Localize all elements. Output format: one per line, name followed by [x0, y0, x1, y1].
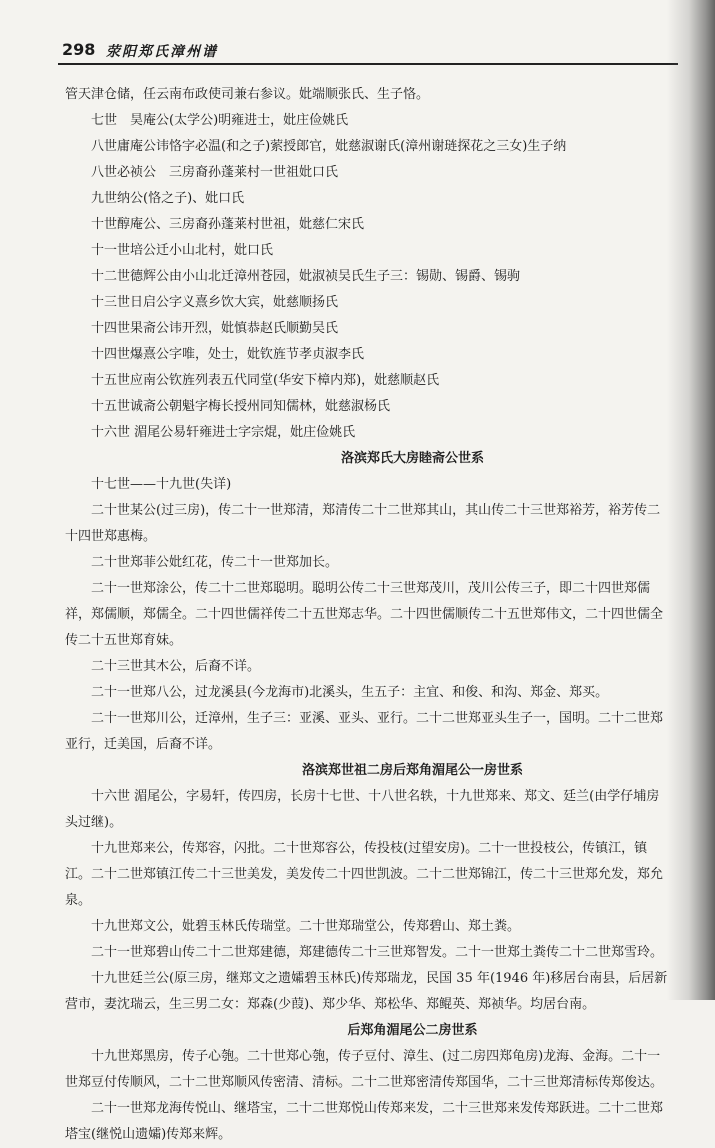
text-line: 八世庸庵公讳恪字必温(和之子)萦授郎官，妣慈淑谢氏(漳州谢琏探花之三女)生子纳	[91, 139, 567, 154]
text-line: 管天津仓储，任云南布政使司兼右参议。妣端顺张氏、生子恪。	[65, 87, 430, 102]
page-number: 298	[62, 40, 96, 59]
page-body	[65, 82, 700, 1148]
text-line: 传二十五世郑育妹。	[65, 633, 183, 648]
section-heading: 洛滨郑世祖二房后郑角湄尾公一房世系	[301, 763, 523, 778]
text-line: 二十一世郑川公，迁漳州，生子三：亚溪、亚头、亚行。二十二世郑亚头生子一，国明。二十二世郑	[91, 711, 664, 726]
text-line: 十四世果斋公讳开烈，妣慎恭赵氏顺勤吴氏	[91, 321, 339, 336]
page-header	[62, 40, 662, 62]
text-line: 八世必祯公 三房裔孙蓬莱村一世祖妣口氏	[91, 165, 339, 180]
text-line: 七世 昊庵公(太学公)明雍进士，妣庄俭姚氏	[91, 113, 349, 128]
text-line: 十五世应南公钦旌列表五代同堂(华安下樟内郑)，妣慈顺赵氏	[91, 373, 440, 388]
text-line: 十四世郑惠梅。	[65, 529, 157, 544]
text-line: 十世醇庵公、三房裔孙蓬莱村世祖，妣慈仁宋氏	[91, 217, 365, 232]
book-title: 荥阳郑氏漳州谱	[106, 44, 218, 60]
text-line: 二十世某公(过三房)，传二十一世郑清，郑清传二十二世郑其山，其山传二十三世郑裕芳，裕芳传二	[91, 503, 661, 518]
text-line: 十一世培公迁小山北村，妣口氏	[91, 243, 274, 258]
text-line: 二十一世郑八公，过龙溪县(今龙海市)北溪头，生五子：主宜、和俊、和沟、郑金、郑买。	[91, 685, 609, 700]
text-line: 十五世诚斋公朝魁字梅长授州同知儒林，妣慈淑杨氏	[91, 399, 391, 414]
text-line: 二十一世郑碧山传二十二世郑建德，郑建德传二十三世郑智发。二十一世郑土粪传二十二世郑雪玲。	[91, 945, 664, 960]
text-line: 九世纳公(恪之子)、妣口氏	[91, 191, 245, 206]
section-heading: 后郑角湄尾公二房世系	[347, 1023, 478, 1038]
text-line: 十九世郑来公，传郑容，闪批。二十世郑容公，传投枝(过望安房)。二十一世投枝公，传镇江，镇	[91, 841, 648, 856]
text-line: 世郑豆付传顺风，二十二世郑顺风传密清、清标。二十二世郑密清传郑国华，二十三世郑清标传郑俊达。	[65, 1075, 664, 1090]
header-rule	[58, 63, 678, 65]
text-line: 亚行，迁美国，后裔不详。	[65, 737, 222, 752]
text-line: 祥，郑儒顺，郑儒全。二十四世儒祥传二十五世郑志华。二十四世儒顺传二十五世郑伟文，二十四世儒全	[65, 607, 664, 622]
text-line: 头过继)。	[65, 815, 123, 830]
text-line: 江。二十二世郑镇江传二十三世美发，美发传二十四世凯波。二十二世郑锦江，传二十三世郑允发，郑允	[65, 867, 664, 882]
text-line: 十三世日启公字义熹乡饮大宾，妣慈顺扬氏	[91, 295, 339, 310]
text-line: 十二世德辉公由小山北迁漳州苍园，妣淑祯吴氏生子三：锡勋、锡爵、锡驹	[91, 269, 521, 284]
section-heading: 洛滨郑氏大房睦斋公世系	[340, 451, 484, 466]
text-line: 泉。	[65, 893, 92, 908]
text-line: 二十一世郑涂公，传二十二世郑聪明。聪明公传二十三世郑茂川，茂川公传三子，即二十四世郑儒	[91, 581, 651, 596]
text-line: 十六世 湄尾公易轩雍进士字宗焜，妣庄俭姚氏	[91, 425, 356, 440]
text-line: 十六世 湄尾公，字易轩，传四房，长房十七世、十八世名轶，十九世郑来、郑文、廷兰(由学仔埔房	[91, 789, 660, 804]
text-line: 二十世郑菲公妣红花，传二十一世郑加长。	[91, 555, 339, 570]
text-line: 二十三世其木公，后裔不详。	[91, 659, 261, 674]
text-line: 十七世——十九世(失详)	[91, 477, 232, 492]
text-line: 十九世郑文公，妣碧玉林氏传瑞堂。二十世郑瑞堂公，传郑碧山、郑土粪。	[91, 919, 521, 934]
text-line: 十九世廷兰公(原三房，继郑文之遗孀碧玉林氏)传郑瑞龙，民国 35 年(1946 年)移居台南县，后居新	[91, 971, 668, 986]
text-line: 十四世爆熹公字唯，处士，妣钦旌节孝贞淑李氏	[91, 347, 365, 362]
text-line: 营市，妻沈瑞云，生三男二女：郑森(少葭)、郑少华、郑松华、郑鲲英、郑祯华。均居台南。	[65, 997, 596, 1012]
text-line: 二十一世郑龙海传悦山、继塔宝，二十二世郑悦山传郑来发，二十三世郑来发传郑跃进。二十二世郑	[91, 1101, 664, 1116]
text-line: 十九世郑黑房，传子心匏。二十世郑心匏，传子豆付、漳生、(过二房四郑龟房)龙海、金海。二十一	[91, 1049, 661, 1064]
text-line: 塔宝(继悦山遗孀)传郑来辉。	[65, 1127, 232, 1142]
